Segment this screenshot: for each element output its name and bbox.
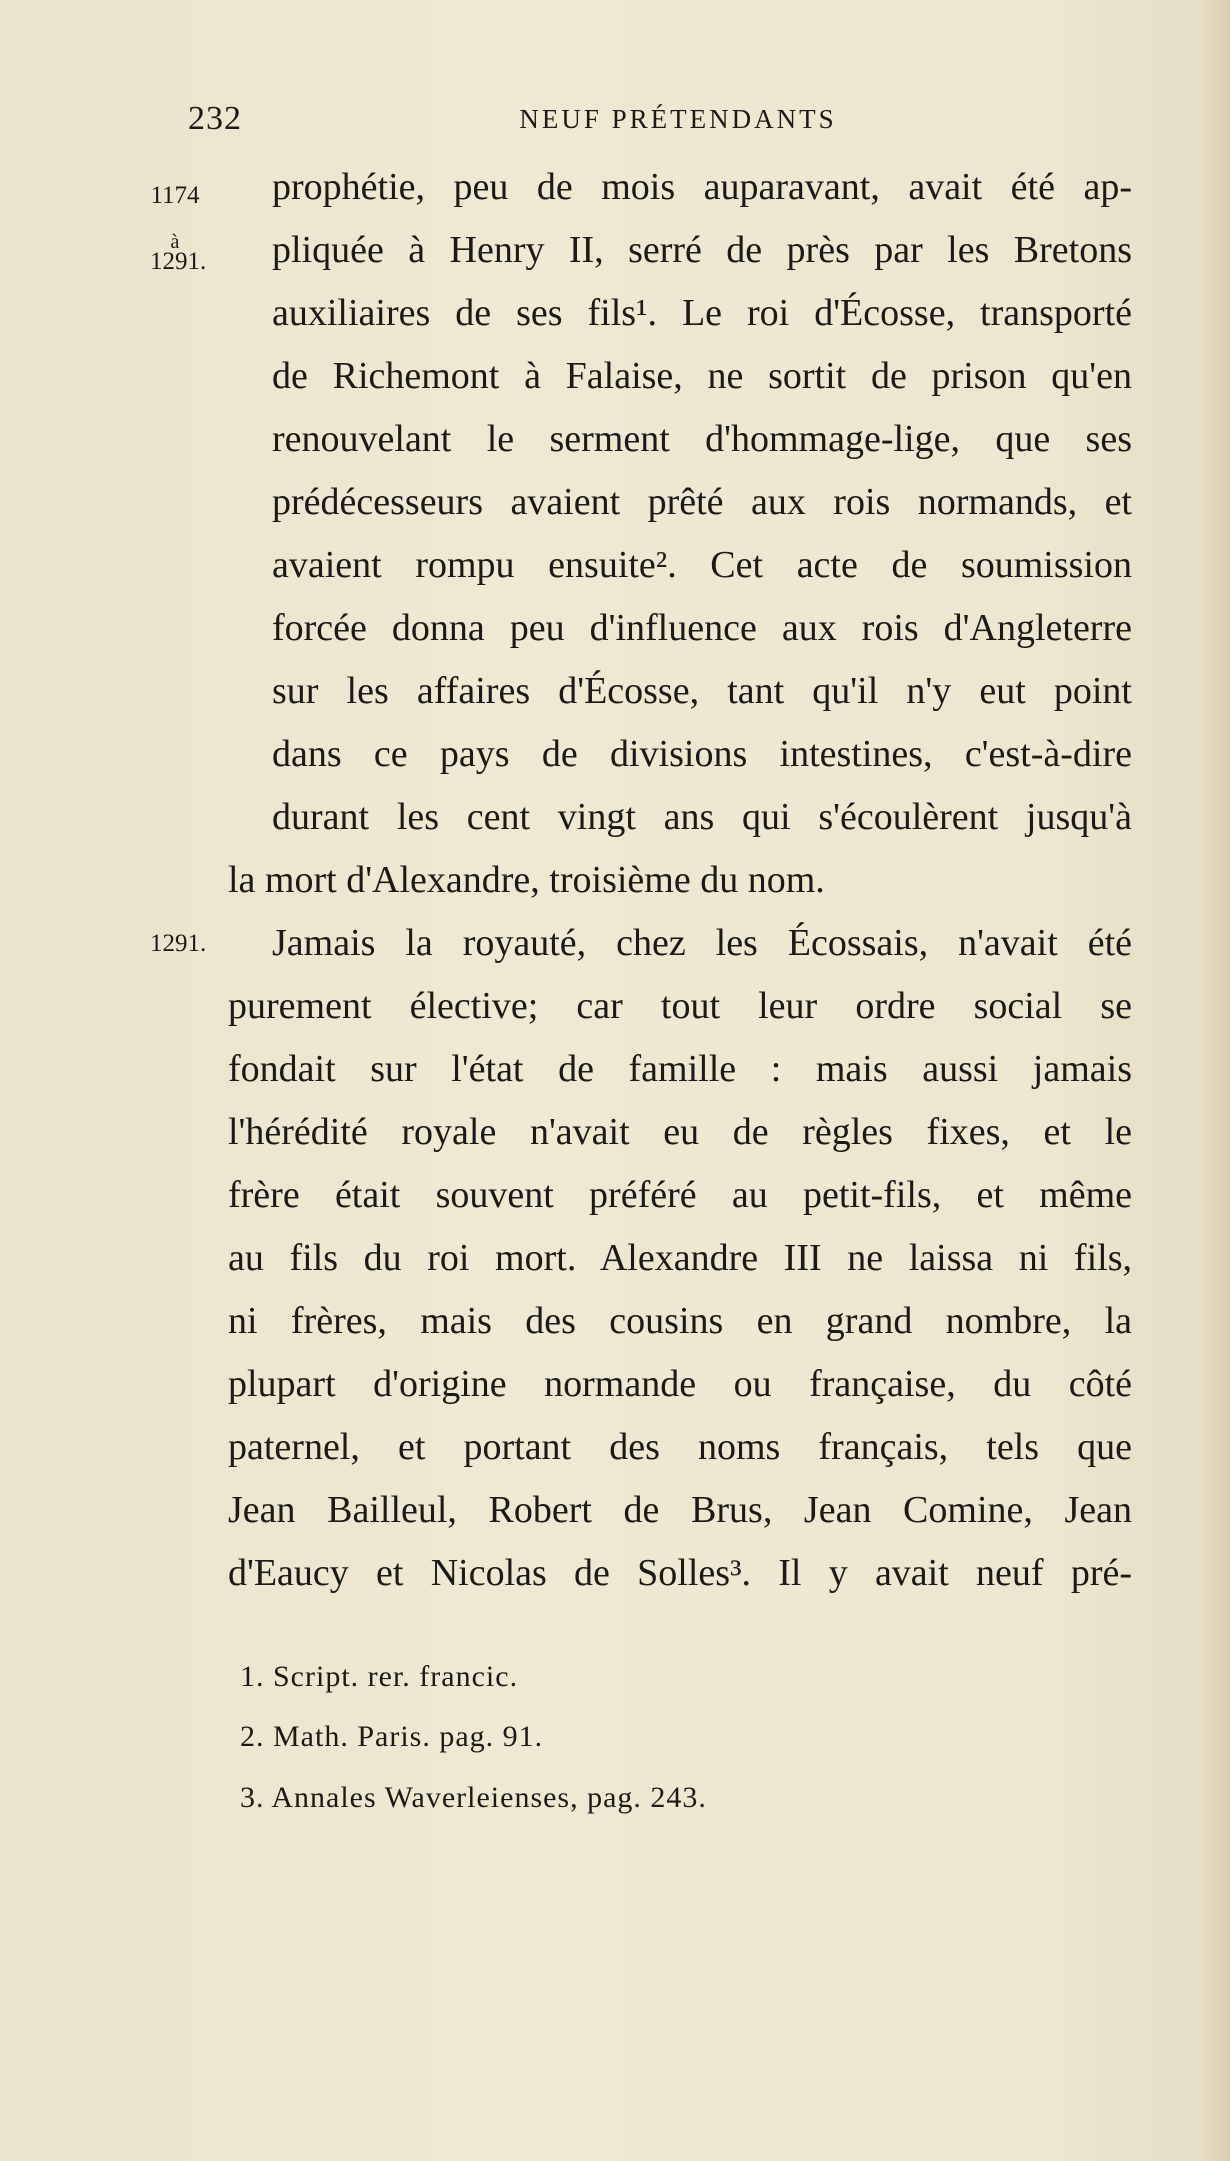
margin-year-end: 1291. (150, 248, 207, 275)
margin-year-second: 1291. (150, 930, 207, 957)
body-line: plupart d'origine normande ou française, du côté (228, 1363, 1132, 1405)
body-line: Jamais la royauté, chez les Écossais, n'avait été (272, 922, 1132, 964)
footnote: 3. Annales Waverleienses, pag. 243. (240, 1781, 707, 1814)
footnote: 2. Math. Paris. pag. 91. (240, 1720, 544, 1753)
body-line: Jean Bailleul, Robert de Brus, Jean Comine, Jean (228, 1489, 1132, 1531)
body-line: prophétie, peu de mois auparavant, avait été ap- (272, 166, 1132, 208)
body-line: fondait sur l'état de famille : mais aussi jamais (228, 1048, 1132, 1090)
body-line: la mort d'Alexandre, troisième du nom. (228, 859, 825, 901)
page-number: 232 (188, 100, 242, 137)
body-line: sur les affaires d'Écosse, tant qu'il n'y eut point (272, 670, 1132, 712)
body-line: frère était souvent préféré au petit-fils, et même (228, 1174, 1132, 1216)
running-title: NEUF PRÉTENDANTS (519, 104, 837, 134)
body-line: durant les cent vingt ans qui s'écoulèrent jusqu'à (272, 796, 1132, 838)
body-line: prédécesseurs avaient prêté aux rois normands, et (272, 481, 1132, 523)
margin-a: à (170, 231, 180, 253)
body-line: ni frères, mais des cousins en grand nombre, la (228, 1300, 1132, 1342)
body-line: pliquée à Henry II, serré de près par les Bretons (272, 229, 1132, 271)
page-edge-shadow (1204, 0, 1230, 2161)
body-line: d'Eaucy et Nicolas de Solles³. Il y avait neuf pré- (228, 1552, 1132, 1594)
body-line: avaient rompu ensuite². Cet acte de soumission (272, 544, 1132, 586)
margin-year-start: 1174 (150, 182, 200, 209)
body-line: renouvelant le serment d'hommage-lige, que ses (272, 418, 1132, 460)
body-line: au fils du roi mort. Alexandre III ne laissa ni fils, (228, 1237, 1132, 1279)
body-line: de Richemont à Falaise, ne sortit de prison qu'en (272, 355, 1132, 397)
body-line: dans ce pays de divisions intestines, c'est-à-dire (272, 733, 1132, 775)
page-header (188, 100, 1128, 148)
body-line: l'hérédité royale n'avait eu de règles fixes, et le (228, 1111, 1132, 1153)
body-line: paternel, et portant des noms français, tels que (228, 1426, 1132, 1468)
body-line: forcée donna peu d'influence aux rois d'Angleterre (272, 607, 1132, 649)
footnote: 1. Script. rer. francic. (240, 1660, 519, 1693)
body-line: auxiliaires de ses fils¹. Le roi d'Écosse, transporté (272, 292, 1132, 334)
body-line: purement élective; car tout leur ordre social se (228, 985, 1132, 1027)
